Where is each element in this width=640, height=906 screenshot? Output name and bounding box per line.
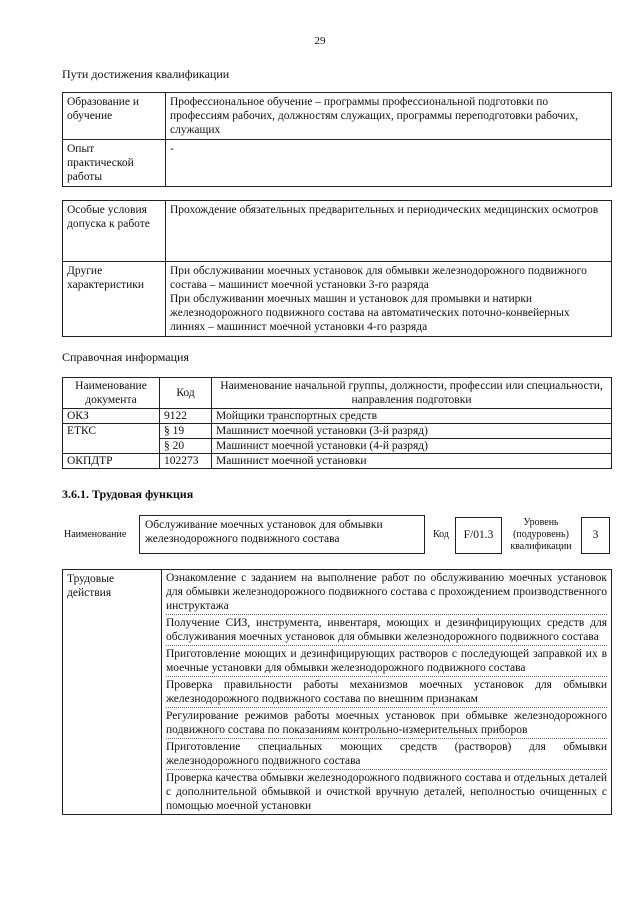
education-label: Образование и обучение bbox=[63, 93, 166, 140]
name-cell: Мойщики транспортных средств bbox=[212, 409, 612, 424]
table-row bbox=[63, 424, 612, 439]
name-cell: Машинист моечной установки (3-й разряд) bbox=[212, 424, 612, 439]
list-item: Приготовление моющих и дезинфицирующих растворов с последующей заправкой их в моечные установки для обмывки железнодорожного подвижного состава bbox=[166, 646, 607, 677]
table-row bbox=[63, 140, 612, 187]
column-header: Код bbox=[160, 378, 212, 409]
special-conditions-label: Особые условия допуска к работе bbox=[63, 201, 166, 262]
other-characteristics-value bbox=[166, 262, 612, 337]
admission-table bbox=[62, 200, 612, 337]
list-item: Приготовление специальных моющих средств (растворов) для обмывки железнодорожного подвижного состава bbox=[166, 739, 607, 770]
level-value: 3 bbox=[592, 529, 599, 541]
labor-actions-label: Трудовые действия bbox=[63, 570, 162, 815]
doc-cell: ЕТКС bbox=[63, 424, 160, 454]
other-characteristics-text-1: При обслуживании моечных установок для обмывки железнодорожного подвижного состава – машинист моечной установки 3-го разряда bbox=[170, 265, 587, 291]
level-label: Уровень (подуровень) квалификации bbox=[510, 517, 572, 552]
function-name-value: Обслуживание моечных установок для обмывки железнодорожного подвижного состава bbox=[145, 519, 383, 545]
code-value: F/01.3 bbox=[463, 529, 494, 541]
special-conditions-value: Прохождение обязательных предварительных и периодических медицинских осмотров bbox=[166, 201, 612, 262]
labor-actions-list bbox=[162, 570, 612, 815]
table-row bbox=[63, 454, 612, 469]
code-cell: § 19 bbox=[160, 424, 212, 439]
table-row bbox=[63, 262, 612, 337]
table-row bbox=[63, 201, 612, 262]
other-characteristics-label: Другие характеристики bbox=[63, 262, 166, 337]
list-item: Проверка правильности работы механизмов моечных установок для обмывки железнодорожного подвижного состава по внешним признакам bbox=[166, 677, 607, 708]
code-cell: 102273 bbox=[160, 454, 212, 469]
labor-actions-table bbox=[62, 569, 612, 815]
doc-cell: ОКЗ bbox=[63, 409, 160, 424]
list-item: Проверка качества обмывки железнодорожного подвижного состава и отдельных деталей с дополнительной обмывкой и очисткой вручную деталей, неполностью очищенных с помощью моечной установки bbox=[166, 772, 607, 812]
code-label: Код bbox=[433, 529, 449, 540]
table-row bbox=[63, 570, 612, 815]
name-cell: Машинист моечной установки (4-й разряд) bbox=[212, 439, 612, 454]
qualification-paths-heading: Пути достижения квалификации bbox=[62, 67, 230, 81]
code-box bbox=[455, 517, 502, 554]
reference-table bbox=[62, 377, 612, 469]
experience-value: - bbox=[166, 140, 612, 187]
column-header: Наименование документа bbox=[63, 378, 160, 409]
function-name-box bbox=[139, 515, 425, 554]
name-cell: Машинист моечной установки bbox=[212, 454, 612, 469]
page-number: 29 bbox=[314, 35, 326, 47]
code-cell: 9122 bbox=[160, 409, 212, 424]
reference-heading: Справочная информация bbox=[62, 350, 189, 364]
qualification-paths-table bbox=[62, 92, 612, 187]
list-item: Получение СИЗ, инструмента, инвентаря, моющих и дезинфицирующих средств для обслуживания моечных установок для обмывки железнодорожного подвижного состава bbox=[166, 615, 607, 646]
doc-cell: ОКПДТР bbox=[63, 454, 160, 469]
code-cell: § 20 bbox=[160, 439, 212, 454]
level-box bbox=[581, 517, 610, 554]
function-name-label: Наименование bbox=[64, 529, 127, 540]
experience-label: Опыт практической работы bbox=[63, 140, 166, 187]
list-item: Регулирование режимов работы моечных установок при обмывке железнодорожного подвижного состава по показаниям контрольно-измерительных приборов bbox=[166, 708, 607, 739]
list-item: Ознакомление с заданием на выполнение работ по обслуживанию моечных установок для обмывки железнодорожного подвижного состава с прохождением производственного инструктажа bbox=[166, 570, 607, 615]
labor-function-heading: 3.6.1. Трудовая функция bbox=[62, 487, 194, 501]
table-header-row bbox=[63, 378, 612, 409]
table-row bbox=[63, 409, 612, 424]
table-row bbox=[63, 93, 612, 140]
other-characteristics-text-2: При обслуживании моечных машин и установок для промывки и натирки железнодорожного подвижного состава на автоматических поточно-конвейерных линиях – машинист моечной установки 4-го разряда bbox=[170, 293, 570, 333]
column-header: Наименование начальной группы, должности, профессии или специальности, направления подготовки bbox=[212, 378, 612, 409]
education-value: Профессиональное обучение – программы профессиональной подготовки по профессиям рабочих, должностям служащих, программы переподготовки рабочих, служащих bbox=[166, 93, 612, 140]
